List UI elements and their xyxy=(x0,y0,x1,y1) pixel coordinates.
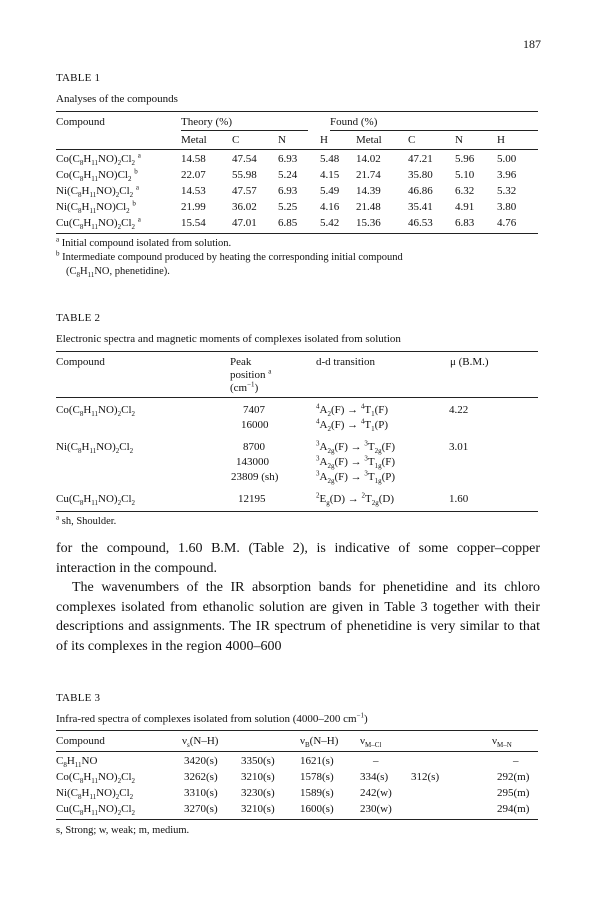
t1-cell: 22.07 xyxy=(181,169,206,181)
t3-cell: 242(w) xyxy=(360,787,392,799)
t1-header-found: Found (%) xyxy=(330,116,378,128)
t2-transition: $^4A_2(F) \to ^4T_1(P)$ xyxy=(316,417,389,434)
t1-header-h-found: H xyxy=(497,134,505,146)
t1-compound: $Co(C_8H_{11}NO)Cl_2$ $^b$ xyxy=(56,167,138,184)
t3-header-nu-m-n: $\nu_{M-N}$ xyxy=(492,735,512,750)
t3-cell: 294(m) xyxy=(497,803,530,815)
t1-cell: 15.36 xyxy=(356,217,381,229)
t3-cell: 3210(s) xyxy=(241,771,275,783)
t1-cell: 21.48 xyxy=(356,201,381,213)
t1-header-c-found: C xyxy=(408,134,416,146)
body-text xyxy=(56,539,540,656)
t1-footnote-b-cont: ($C_8H_{11}NO$, phenetidine). xyxy=(66,266,170,280)
t1-header-h-theory: H xyxy=(320,134,328,146)
t2-header-compound: Compound xyxy=(56,356,105,368)
t2-mu: 3.01 xyxy=(449,441,469,453)
t2-bottom-rule xyxy=(56,511,538,512)
t1-cell: 35.80 xyxy=(408,169,433,181)
t3-cell: 3420(s) xyxy=(184,755,218,767)
body-paragraph-1: for the compound, 1.60 B.M. (Table 2), is indicative of some copper–copper interaction in the compound. xyxy=(56,541,540,576)
t1-header-n-theory: N xyxy=(278,134,286,146)
t1-cell: 47.57 xyxy=(232,185,257,197)
t1-header-rule xyxy=(56,149,538,150)
t1-cell: 5.00 xyxy=(497,153,517,165)
t3-cell: 3230(s) xyxy=(241,787,275,799)
t2-compound: $Co(C_8H_{11}NO)_2Cl_2$ xyxy=(56,404,136,419)
t1-cell: 6.93 xyxy=(278,185,298,197)
t1-cell: 47.54 xyxy=(232,153,257,165)
t1-cell: 6.85 xyxy=(278,217,298,229)
t3-compound: $Ni(C_8H_{11}NO)_2Cl_2$ xyxy=(56,787,134,802)
t1-cell: 35.41 xyxy=(408,201,433,213)
t3-cell: – xyxy=(373,755,379,767)
t2-peak: 143000 xyxy=(236,456,269,468)
t1-cell: 6.32 xyxy=(455,185,475,197)
t3-cell: 1578(s) xyxy=(300,771,334,783)
table3-caption: Infra-red spectra of complexes isolated from solution (4000–200 $cm^{-1}$) xyxy=(56,711,368,725)
table3-label: TABLE 3 xyxy=(56,692,101,704)
t1-bottom-rule xyxy=(56,233,538,234)
t3-header-compound: Compound xyxy=(56,735,105,747)
t1-cell: 36.02 xyxy=(232,201,257,213)
table2-caption: Electronic spectra and magnetic moments of complexes isolated from solution xyxy=(56,333,401,345)
t1-header-c-theory: C xyxy=(232,134,240,146)
t3-bottom-rule xyxy=(56,819,538,820)
t3-footnote: s, Strong; w, weak; m, medium. xyxy=(56,825,190,836)
body-paragraph-2: The wavenumbers of the IR absorption bands for phenetidine and its chloro complexes isolated from ethanolic solution are given in Table 3 together with their descriptions and assignments. The IR spectrum of phenetidine is very similar to that of its complexes in the region 4000–600 xyxy=(56,580,540,654)
t3-cell: 1589(s) xyxy=(300,787,334,799)
t2-peak: 7407 xyxy=(243,404,265,416)
t1-compound: $Co(C_8H_{11}NO)_2Cl_2$ $^a$ xyxy=(56,151,141,168)
t2-compound: $Ni(C_8H_{11}NO)_2Cl_2$ xyxy=(56,441,134,456)
page-number: 187 xyxy=(523,37,541,51)
t2-transition: $^3A_{2g}(F) \to ^3T_{1g}(P)$ xyxy=(316,469,396,486)
t3-cell: 3262(s) xyxy=(184,771,218,783)
t1-cell: 5.32 xyxy=(497,185,517,197)
t1-cell: 3.80 xyxy=(497,201,517,213)
t1-cell: 14.58 xyxy=(181,153,206,165)
t1-cell: 4.76 xyxy=(497,217,517,229)
t1-header-compound: Compound xyxy=(56,116,105,128)
t1-cell: 47.21 xyxy=(408,153,433,165)
t1-footnote-a: $^a$ Initial compound isolated from solution. xyxy=(56,235,232,249)
t1-header-metal-found: Metal xyxy=(356,134,382,146)
t2-peak: 23809 (sh) xyxy=(231,471,279,483)
t1-compound: $Ni(C_8H_{11}NO)_2Cl_2$ $^a$ xyxy=(56,183,140,200)
t3-compound: $Cu(C_8H_{11}NO)_2Cl_2$ xyxy=(56,803,136,818)
t1-cell: 14.02 xyxy=(356,153,381,165)
t2-mu: 1.60 xyxy=(449,493,469,505)
t2-compound: $Cu(C_8H_{11}NO)_2Cl_2$ xyxy=(56,493,136,508)
table1-top-rule xyxy=(56,111,538,112)
table1-label: TABLE 1 xyxy=(56,72,101,84)
t2-transition: $^4A_2(F) \to ^4T_1(F)$ xyxy=(316,402,389,419)
t1-cell: 6.93 xyxy=(278,153,298,165)
t2-header-peak: Peak xyxy=(230,356,252,368)
t2-transition: $^2E_g(D) \to ^2T_{2g}(D)$ xyxy=(316,491,395,508)
t1-cell: 6.83 xyxy=(455,217,475,229)
t1-cell: 46.53 xyxy=(408,217,433,229)
t3-compound: $C_8H_{11}NO$ xyxy=(56,755,98,770)
t2-footnote: $^a$ sh, Shoulder. xyxy=(56,513,117,527)
t1-cell: 21.74 xyxy=(356,169,381,181)
t1-cell: 15.54 xyxy=(181,217,206,229)
t1-cell: 14.39 xyxy=(356,185,381,197)
t3-cell: 3210(s) xyxy=(241,803,275,815)
t3-cell: 1600(s) xyxy=(300,803,334,815)
t1-compound: $Ni(C_8H_{11}NO)Cl_2$ $^b$ xyxy=(56,199,136,216)
t2-header-unit: $(cm^{-1})$ xyxy=(230,380,259,394)
table2-label: TABLE 2 xyxy=(56,312,101,324)
t3-header-nu-b: $\nu_B(N-H)$ xyxy=(300,735,339,750)
t3-cell: 334(s) xyxy=(360,771,389,783)
t2-header-transition: d-d transition xyxy=(316,356,375,368)
t2-header-rule xyxy=(56,397,538,398)
t1-cell: 4.16 xyxy=(320,201,340,213)
t2-transition: $^3A_{2g}(F) \to ^3T_{2g}(F)$ xyxy=(316,439,396,456)
t1-footnote-b: $^b$ Intermediate compound produced by heating the corresponding initial compound xyxy=(56,249,403,263)
t1-cell: 3.96 xyxy=(497,169,517,181)
t1-cell: 5.48 xyxy=(320,153,340,165)
t3-compound: $Co(C_8H_{11}NO)_2Cl_2$ xyxy=(56,771,136,786)
t3-cell: 230(w) xyxy=(360,803,392,815)
t1-cell: 21.99 xyxy=(181,201,206,213)
t1-header-theory: Theory (%) xyxy=(181,116,233,128)
t3-cell: 3310(s) xyxy=(184,787,218,799)
t1-header-metal-theory: Metal xyxy=(181,134,207,146)
t3-cell: 292(m) xyxy=(497,771,530,783)
t2-peak: 12195 xyxy=(238,493,266,505)
t1-cell: 4.15 xyxy=(320,169,340,181)
t1-cell: 47.01 xyxy=(232,217,257,229)
t1-cell: 5.24 xyxy=(278,169,298,181)
t2-peak: 8700 xyxy=(243,441,265,453)
t3-top-rule xyxy=(56,730,538,731)
t3-header-nu-s: $\nu_s(N-H)$ xyxy=(182,735,219,750)
t1-compound: $Cu(C_8H_{11}NO)_2Cl_2$ $^a$ xyxy=(56,215,141,232)
t3-cell: – xyxy=(513,755,519,767)
t1-found-rule xyxy=(330,130,538,131)
t1-cell: 5.96 xyxy=(455,153,475,165)
t2-header-mu: μ (B.M.) xyxy=(450,356,489,368)
t1-theory-rule xyxy=(181,130,308,131)
t2-peak: 16000 xyxy=(241,419,269,431)
t1-cell: 14.53 xyxy=(181,185,206,197)
t2-top-rule xyxy=(56,351,538,352)
t1-header-n-found: N xyxy=(455,134,463,146)
t2-header-position: position $^a$ xyxy=(230,367,272,381)
t2-transition: $^3A_{2g}(F) \to ^3T_{1g}(F)$ xyxy=(316,454,396,471)
t3-cell: 3270(s) xyxy=(184,803,218,815)
t1-cell: 5.25 xyxy=(278,201,298,213)
t3-cell: 312(s) xyxy=(411,771,440,783)
t3-cell: 3350(s) xyxy=(241,755,275,767)
t3-header-rule xyxy=(56,751,538,752)
t1-cell: 46.86 xyxy=(408,185,433,197)
table1-caption: Analyses of the compounds xyxy=(56,93,178,105)
t3-cell: 295(m) xyxy=(497,787,530,799)
t1-cell: 5.49 xyxy=(320,185,340,197)
t1-cell: 5.42 xyxy=(320,217,340,229)
t1-cell: 5.10 xyxy=(455,169,475,181)
t3-header-nu-m-cl: $\nu_{M-Cl}$ xyxy=(360,735,382,750)
t1-cell: 4.91 xyxy=(455,201,475,213)
t1-cell: 55.98 xyxy=(232,169,257,181)
t2-mu: 4.22 xyxy=(449,404,469,416)
t3-cell: 1621(s) xyxy=(300,755,334,767)
